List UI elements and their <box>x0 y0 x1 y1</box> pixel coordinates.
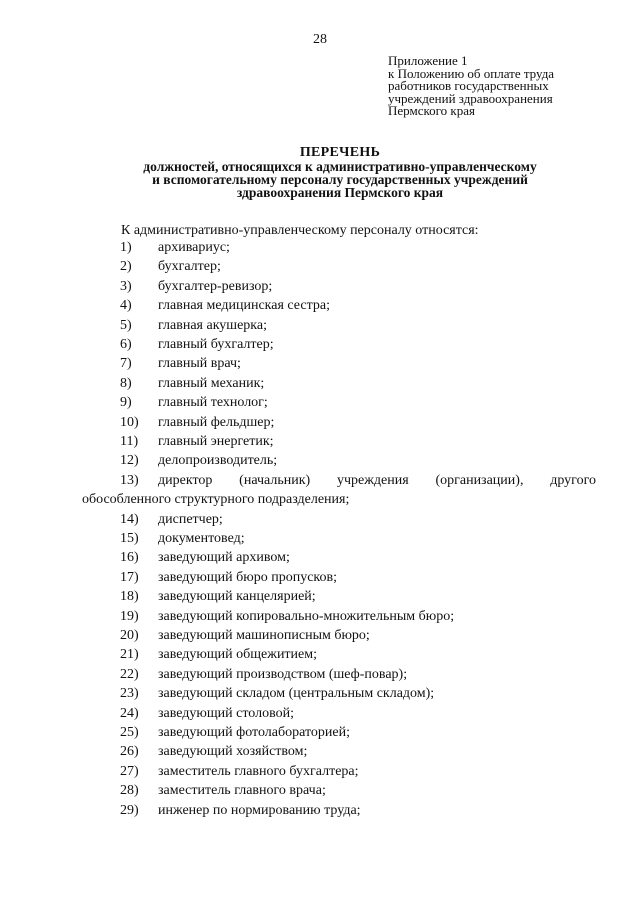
list-item-number: 17) <box>120 569 139 585</box>
list-item-number: 22) <box>120 666 139 682</box>
list-item-number: 27) <box>120 763 139 779</box>
list-item-text: инженер по нормированию труда; <box>158 802 361 818</box>
list-item <box>0 550 640 569</box>
list-item-text: главная акушерка; <box>158 317 267 333</box>
list-item-text <box>158 473 596 489</box>
list-item-text: главный бухгалтер; <box>158 336 274 352</box>
list-item-text: заведующий общежитием; <box>158 647 318 663</box>
list-item <box>0 609 640 628</box>
appendix-line: учреждений здравоохранения <box>388 90 553 106</box>
list-item <box>0 512 640 531</box>
list-item <box>0 453 640 472</box>
list-item-number: 14) <box>120 511 139 527</box>
positions-list <box>0 240 640 822</box>
appendix-note <box>388 55 554 118</box>
list-item-word: учреждения <box>336 472 409 488</box>
list-item-number: 11) <box>120 433 139 449</box>
list-item-text: документовед; <box>158 531 245 547</box>
list-item-word: (начальник) <box>239 472 311 488</box>
list-item-text: диспетчер; <box>158 511 223 527</box>
list-item-word: директор <box>158 472 213 488</box>
list-item <box>0 376 640 395</box>
list-item <box>0 279 640 298</box>
list-item-text: заведующий бюро пропусков; <box>158 569 338 585</box>
list-item <box>0 337 640 356</box>
list-item <box>0 744 640 763</box>
list-item-number: 15) <box>120 531 139 547</box>
list-item-number: 28) <box>120 783 139 799</box>
list-item-text: заместитель главного бухгалтера; <box>158 763 359 779</box>
list-item-number: 29) <box>120 802 139 818</box>
list-item-text: заведующий производством (шеф-повар); <box>158 666 408 682</box>
list-item-number: 5) <box>120 317 132 333</box>
list-item-text: главный энергетик; <box>158 433 274 449</box>
document-title <box>0 146 640 199</box>
list-item-number: 7) <box>120 356 132 372</box>
list-item-number: 19) <box>120 608 139 624</box>
list-item-text: главный механик; <box>158 375 265 391</box>
list-item-number: 2) <box>120 259 132 275</box>
list-item <box>0 473 640 512</box>
appendix-line: работников государственных <box>388 78 549 93</box>
page-number: 28 <box>313 32 327 47</box>
title-subline: и вспомогательному персоналу государственных учреждений <box>152 172 528 187</box>
list-item-number: 20) <box>120 628 139 644</box>
list-item-text: заведующий канцелярией; <box>158 589 316 605</box>
list-item <box>0 686 640 705</box>
list-item-number: 4) <box>120 298 132 314</box>
list-item-text: заведующий архивом; <box>158 550 290 566</box>
list-item <box>0 531 640 550</box>
list-item-text: бухгалтер; <box>158 259 221 275</box>
appendix-line: Пермского края <box>388 103 475 118</box>
list-item-number: 23) <box>120 686 139 702</box>
list-item <box>0 240 640 259</box>
list-item <box>0 356 640 375</box>
list-item <box>0 783 640 802</box>
list-item-text: бухгалтер-ревизор; <box>158 278 273 294</box>
list-item <box>0 647 640 666</box>
list-item-text: заведующий хозяйством; <box>158 744 308 760</box>
list-item-text: главный врач; <box>158 356 241 372</box>
list-item <box>0 298 640 317</box>
list-item-number: 12) <box>120 453 139 469</box>
list-item <box>0 434 640 453</box>
list-item <box>0 628 640 647</box>
list-item-text: главная медицинская сестра; <box>158 298 330 314</box>
list-item-number: 3) <box>120 278 132 294</box>
list-item-number: 26) <box>120 744 139 760</box>
title-subline: здравоохранения Пермского края <box>236 185 444 200</box>
list-item-number: 1) <box>120 240 132 255</box>
list-item <box>0 259 640 278</box>
list-item-text: заведующий фотолабораторией; <box>158 724 350 740</box>
list-item-text: главный фельдшер; <box>158 414 275 430</box>
list-item-number: 16) <box>120 550 139 566</box>
list-item-number: 21) <box>120 647 139 663</box>
list-item-number: 6) <box>120 336 132 352</box>
list-item <box>0 764 640 783</box>
list-item-number: 24) <box>120 705 139 721</box>
list-item-text: заведующий складом (центральным складом); <box>158 686 435 702</box>
appendix-line: Приложение 1 <box>388 53 468 68</box>
title-subline: должностей, относящихся к административно-управленческому <box>143 159 537 174</box>
intro-text: К административно-управленческому персоналу относятся: <box>121 223 479 238</box>
appendix-line: к Положению об оплате труда <box>388 65 555 81</box>
list-item-word: (организации), <box>435 472 524 488</box>
list-item-text: заместитель главного врача; <box>158 783 326 799</box>
list-item-text: заведующий копировально-множительным бюро; <box>158 608 455 624</box>
list-item-number: 8) <box>120 375 132 391</box>
list-item <box>0 706 640 725</box>
list-item <box>0 725 640 744</box>
list-item <box>0 570 640 589</box>
list-item-text: заведующий столовой; <box>158 705 294 721</box>
list-item <box>0 803 640 822</box>
title-heading: ПЕРЕЧЕНЬ <box>299 145 381 160</box>
list-item <box>0 395 640 414</box>
list-item-number: 9) <box>120 395 132 411</box>
list-item <box>0 415 640 434</box>
list-item-text: делопроизводитель; <box>158 453 278 469</box>
list-item-number: 18) <box>120 589 139 605</box>
list-item-continuation: обособленного структурного подразделения; <box>82 492 350 508</box>
list-item-number: 25) <box>120 724 139 740</box>
list-item <box>0 667 640 686</box>
list-item-number: 13) <box>120 472 139 488</box>
list-item <box>0 318 640 337</box>
list-item <box>0 589 640 608</box>
list-item-number: 10) <box>120 414 139 430</box>
list-item-text: заведующий машинописным бюро; <box>158 628 370 644</box>
list-item-text: архивариус; <box>158 240 230 255</box>
list-item-text: главный технолог; <box>158 395 268 411</box>
list-item-word: другого <box>550 472 596 488</box>
